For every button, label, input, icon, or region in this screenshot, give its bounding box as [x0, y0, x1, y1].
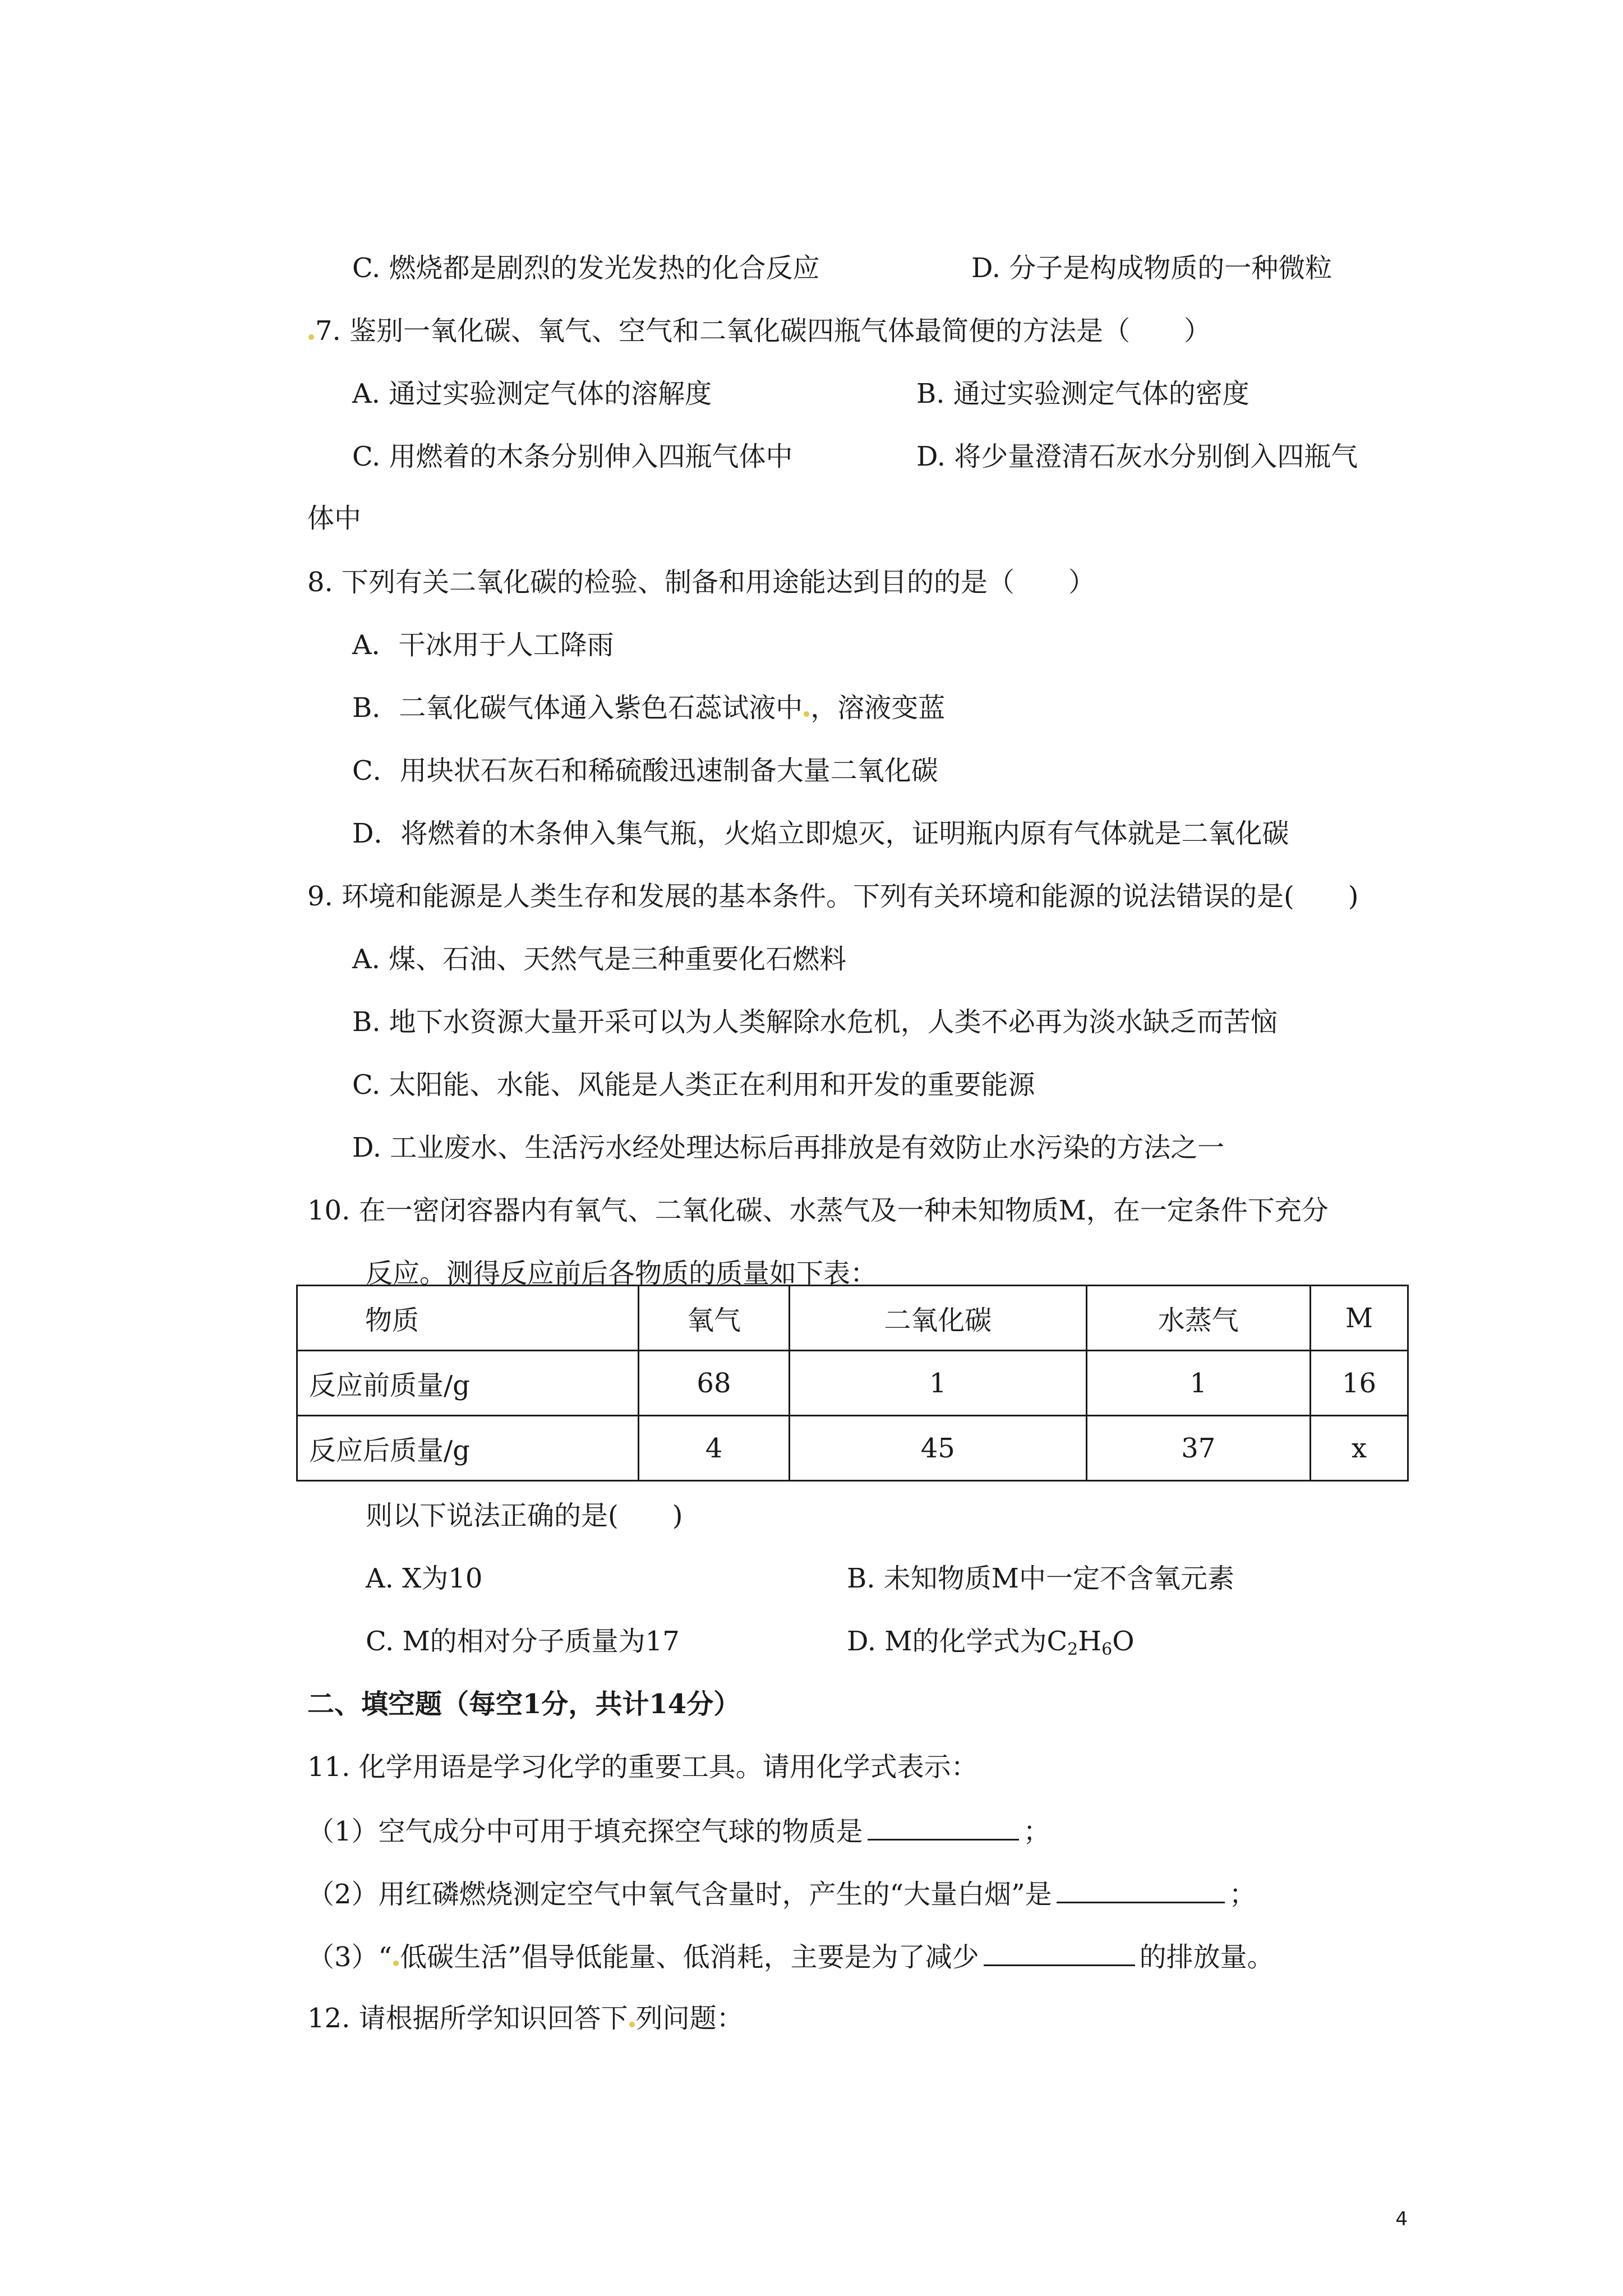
q10-question: 则以下说法正确的是( ) [366, 1500, 683, 1531]
q7-option-c: C. 用燃着的木条分别伸入四瓶气体中 [352, 441, 793, 472]
highlight-mark [308, 334, 314, 340]
table-cell: 反应前质量/g [297, 1351, 639, 1416]
table-cell: x [1310, 1416, 1408, 1481]
table-row [297, 1416, 1408, 1481]
q7-option-d: D. 将少量澄清石灰水分别倒入四瓶气 [916, 441, 1358, 472]
table-cell: 16 [1310, 1351, 1408, 1416]
table-cell: 1 [789, 1351, 1086, 1416]
q8-option-b: B．二氧化碳气体通入紫色石蕊试液中 ，溶液变蓝 [352, 692, 946, 724]
q10-option-a: A. X为10 [366, 1563, 483, 1594]
q9-option-d: D. 工业废水、生活污水经处理达标后再排放是有效防止水污染的方法之一 [352, 1132, 1225, 1163]
q10-option-d: D. M的化学式为$C_2H_6O$ [847, 1626, 1135, 1659]
q9-option-b: B. 地下水资源大量开采可以为人类解除水危机，人类不必再为淡水缺乏而苦恼 [352, 1006, 1278, 1038]
page-number: 4 [1395, 2208, 1408, 2230]
q7-option-b: B. 通过实验测定气体的密度 [916, 378, 1249, 409]
answer-blank[interactable] [1057, 1875, 1225, 1903]
highlight-mark [393, 1961, 399, 1966]
q11-part-1: （1）空气成分中可用于填充探空气球的物质是 ； [307, 1812, 1050, 1849]
q9-option-a: A. 煤、石油、天然气是三种重要化石燃料 [352, 944, 847, 975]
section-heading: 二、填空题（每空1分，共计14分） [307, 1688, 741, 1720]
table-row [297, 1351, 1408, 1416]
highlight-mark [629, 2022, 635, 2027]
table-cell: 45 [789, 1416, 1086, 1481]
q6-option-d: D. 分子是构成物质的一种微粒 [971, 252, 1332, 284]
q7-option-a: A. 通过实验测定气体的溶解度 [352, 378, 712, 409]
table-cell: 4 [639, 1416, 790, 1481]
answer-blank[interactable] [868, 1812, 1019, 1841]
q12-stem: 12. 请根据所学知识回答下 列问题： [307, 2003, 744, 2034]
table-header-cell: 氧气 [639, 1286, 790, 1351]
table-header-cell: M [1310, 1286, 1408, 1351]
q10-option-b: B. 未知物质M中一定不含氧元素 [847, 1563, 1234, 1594]
q10-option-c: C. M的相对分子质量为17 [366, 1626, 680, 1657]
q8-option-d: D．将燃着的木条伸入集气瓶，火焰立即熄灭，证明瓶内原有气体就是二氧化碳 [352, 818, 1289, 849]
q7-stem: 7. 鉴别一氧化碳、氧气、空气和二氧化碳四瓶气体最简便的方法是（ ） [307, 313, 1211, 349]
table-header-cell: 物质 [297, 1286, 639, 1351]
table-cell: 37 [1086, 1416, 1310, 1481]
table-cell: 1 [1086, 1351, 1310, 1416]
q11-stem: 11. 化学用语是学习化学的重要工具。请用化学式表示： [307, 1751, 978, 1783]
q8-option-c: C．用块状石灰石和稀硫酸迅速制备大量二氧化碳 [352, 755, 938, 786]
table-header-cell: 二氧化碳 [789, 1286, 1086, 1351]
q7-option-d-continued: 体中 [307, 503, 362, 534]
table-header-row [297, 1286, 1408, 1351]
table-header-cell: 水蒸气 [1086, 1286, 1310, 1351]
q8-stem: 8. 下列有关二氧化碳的检验、制备和用途能达到目的的是（ ） [307, 567, 1096, 598]
answer-blank[interactable] [984, 1938, 1135, 1966]
q9-option-c: C. 太阳能、水能、风能是人类正在利用和开发的重要能源 [352, 1069, 1035, 1101]
q11-part-2: （2）用红磷燃烧测定空气中氧气含量时，产生的“大量白烟”是 ； [307, 1875, 1256, 1912]
mass-table [296, 1285, 1409, 1481]
highlight-mark [804, 711, 809, 717]
table-cell: 反应后质量/g [297, 1416, 639, 1481]
q9-stem: 9. 环境和能源是人类生存和发展的基本条件。下列有关环境和能源的说法错误的是( ) [307, 881, 1359, 912]
q10-stem: 10. 在一密闭容器内有氧气、二氧化碳、水蒸气及一种未知物质M，在一定条件下充分 [307, 1195, 1329, 1226]
q8-option-a: A．干冰用于人工降雨 [352, 629, 614, 661]
q10-stem-continued: 反应。测得反应前后各物质的质量如下表： [366, 1258, 878, 1289]
table-cell: 68 [639, 1351, 790, 1416]
q6-option-c: C. 燃烧都是剧烈的发光发热的化合反应 [352, 252, 820, 284]
q11-part-3: （3）“ 低碳生活”倡导低能量、低消耗，主要是为了减少 的排放量。 [307, 1938, 1274, 1975]
